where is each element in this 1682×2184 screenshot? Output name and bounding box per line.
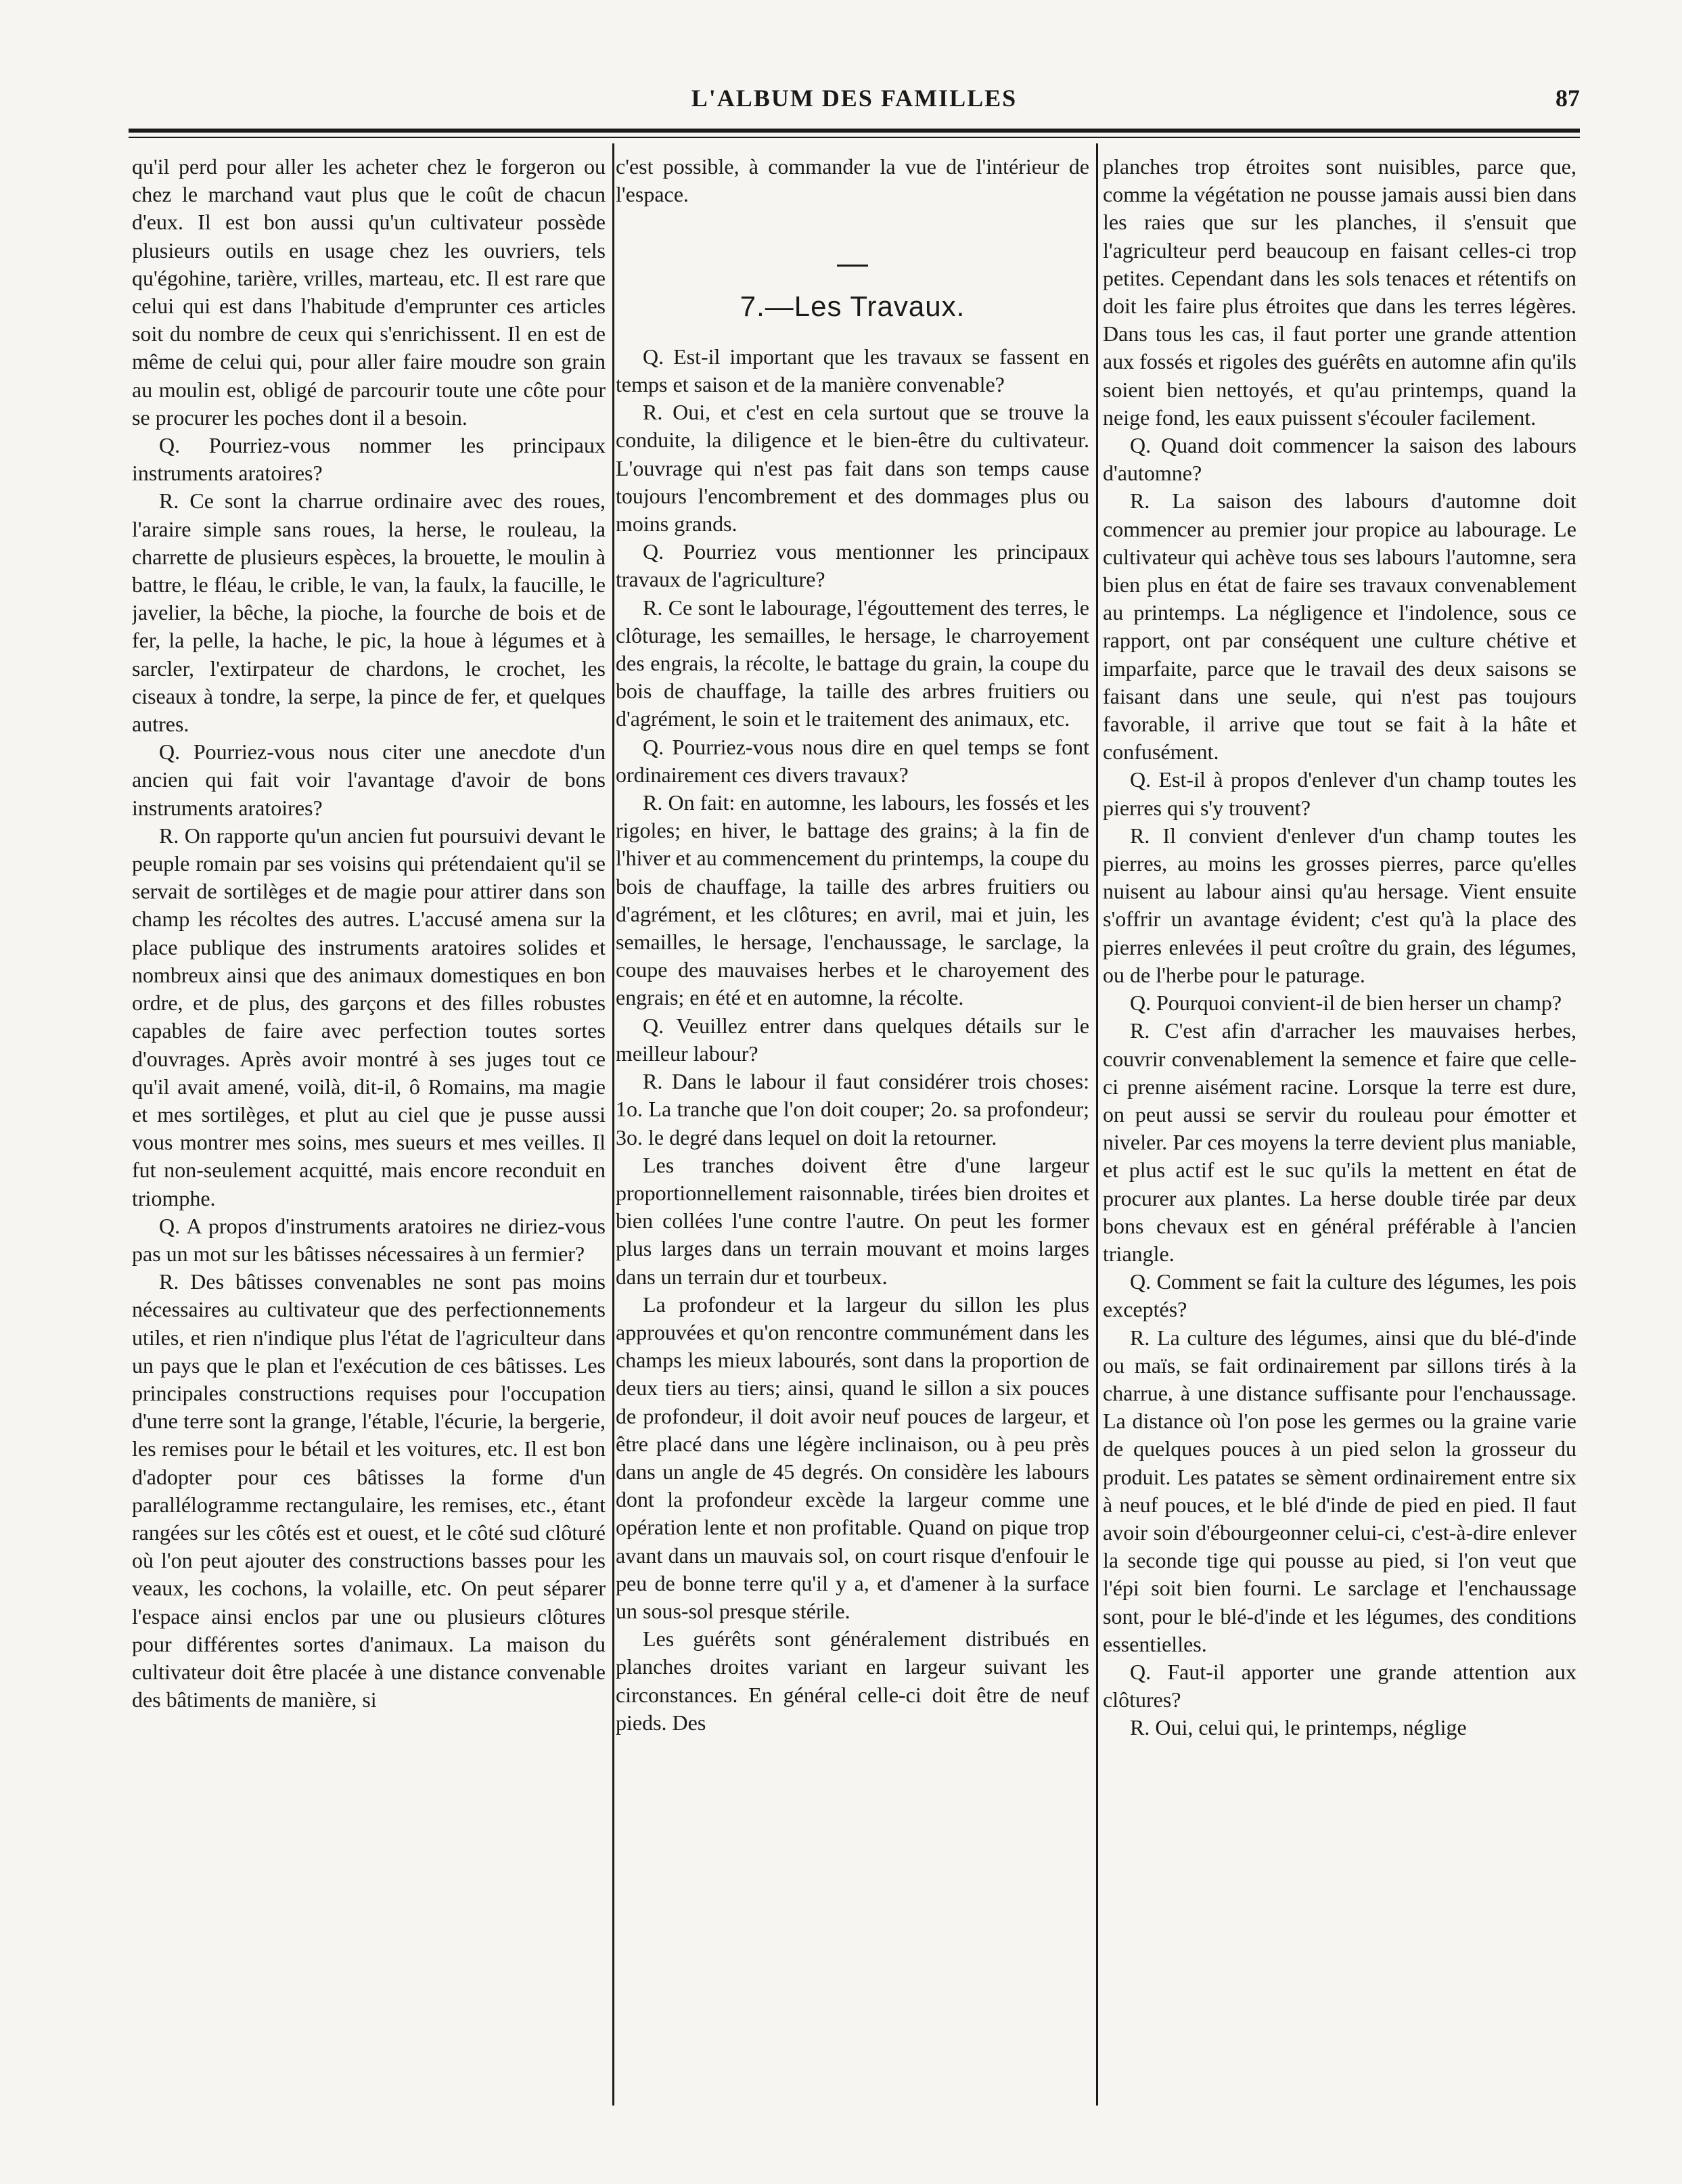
- paragraph: R. Ce sont le labourage, l'égouttement des terres, le clôturage, les semailles, le hersage, le charroyement des engrais, la récolte, le battage du grain, la coupe du bois de chauffage, la taille des arbres fruitiers ou d'agrément, le soin et le traitement des animaux, etc.: [616, 595, 1089, 731]
- section-separator: [616, 249, 1089, 277]
- paragraph: R. Des bâtisses convenables ne sont pas moins nécessaires au cultivateur que des perfectionnements utiles, et rien n'indique plus l'état de l'agriculteur dans un pays que le plan et l'exécution de ces bâtisses. Les principales constructions requises pour l'occupation d'une terre sont la grange, l'étable, l'écurie, la bergerie, les remises pour le bétail et les voitures, etc. Il est bon d'adopter pour ces bâtisses la forme d'un parallélogramme rectangulaire, les remises, etc., étant rangées sur les côtés est et ouest, et le côté sud clôturé où l'on peut ajouter des constructions basses pour les veaux, les cochons, la volaille, etc. On peut séparer l'espace ainsi enclos par une ou plusieurs clôtures pour différentes sortes d'animaux. La maison du cultivateur doit être placée à une distance convenable des bâtiments de manière, si: [132, 1269, 606, 1712]
- paragraph: R. Oui, et c'est en cela surtout que se trouve la conduite, la diligence et le bien-être du cultivateur. L'ouvrage qui n'est pas fait dans son temps cause toujours l'encombrement et des dommages plus ou moins grands.: [616, 400, 1089, 537]
- paragraph: Q. Pourriez-vous nous citer une anecdote d'un ancien qui fait voir l'avantage d'avoir de bons instruments aratoires?: [132, 740, 606, 820]
- column-divider: [1096, 143, 1098, 2106]
- paragraph: planches trop étroites sont nuisibles, parce que, comme la végétation ne pousse jamais aussi bien dans les raies que sur les planches, il s'ensuit que l'agriculteur perd beaucoup en faisant celles-ci trop petites. Cependant dans les sols tenaces et rétentifs on doit les faire plus étroites que dans les terres légères. Dans tous les cas, il faut porter une grande attention aux fossés et rigoles des guérêts en automne afin qu'ils soient bien nettoyés, et qu'au printemps, quand la neige fond, les eaux puissent s'écouler facilement.: [1103, 154, 1576, 430]
- paragraph: c'est possible, à commander la vue de l'intérieur de l'espace.: [616, 154, 1089, 207]
- paragraph: R. On fait: en automne, les labours, les fossés et les rigoles; en hiver, le battage des grains; à la fin de l'hiver et au commencement du printemps, la coupe du bois de chauffage, la taille des arbres fruitiers ou d'agrément, et les clôtures; en avril, mai et juin, les semailles, le hersage, l'enchaussage, le sarclage, la coupe des mauvaises herbes et le charoyement des engrais; en été et en automne, la récolte.: [616, 790, 1089, 1010]
- paragraph: Q. Comment se fait la culture des légumes, les pois exceptés?: [1103, 1269, 1576, 1322]
- separator-dash: [837, 265, 868, 267]
- page-number: 87: [1555, 85, 1580, 112]
- paragraph: R. Ce sont la charrue ordinaire avec des roues, l'araire simple sans roues, la herse, le rouleau, la charrette de plusieurs espèces, la brouette, le moulin à battre, le fléau, le crible, le van, la faulx, la faucille, le javelier, la bêche, la pioche, la fourche de bois et de fer, la pelle, la hache, le pic, la houe à légumes et à sarcler, l'extirpateur de chardons, le crochet, les ciseaux à tondre, la serpe, la pince de fer, et quelques autres.: [132, 488, 606, 737]
- paragraph: Q. Pourriez vous mentionner les principaux travaux de l'agriculture?: [616, 539, 1089, 592]
- paragraph: Q. Est-il important que les travaux se fassent en temps et saison et de la manière convenable?: [616, 344, 1089, 397]
- paragraph: R. La culture des légumes, ainsi que du blé-d'inde ou maïs, se fait ordinairement par sillons tirés à la charrue, à une distance suffisante pour l'enchaussage. La distance où l'on pose les germes ou la graine varie de quelques pouces à un pied selon la grosseur du produit. Les patates se sèment ordinairement entre six à neuf pouces, et le blé d'inde de pied en pied. Il faut avoir soin d'ébourgeonner celui-ci, c'est-à-dire enlever la seconde tige qui pousse au pied, si l'on veut que l'épi soit bien fourni. Le sarclage et l'enchaussage sont, pour le blé-d'inde et les légumes, des conditions essentielles.: [1103, 1325, 1576, 1656]
- paragraph: R. On rapporte qu'un ancien fut poursuivi devant le peuple romain par ses voisins qui prétendaient qu'il se servait de sortilèges et de magie pour attirer dans son champ les récoltes des autres. L'accusé amena sur la place publique des instruments aratoires solides et nombreux ainsi que des animaux domestiques en bon ordre, et de plus, des garçons et des filles robustes capables de faire avec perfection toutes sortes d'ouvrages. Après avoir montré à ses juges tout ce qu'il avait amené, voilà, dit-il, ô Romains, ma magie et mes sortilèges, et plut au ciel que je pusse aussi vous montrer mes soins, mes sueurs et mes veilles. Il fut non-seulement acquitté, mais encore reconduit en triomphe.: [132, 823, 606, 1210]
- page-header: [129, 77, 1580, 118]
- paragraph: Q. Quand doit commencer la saison des labours d'automne?: [1103, 433, 1576, 486]
- section-heading: 7.—Les Travaux.: [740, 290, 965, 322]
- page-title: L'ALBUM DES FAMILLES: [691, 85, 1018, 112]
- paragraph: qu'il perd pour aller les acheter chez le forgeron ou chez le marchand vaut plus que le coût de chacun d'eux. Il est bon aussi qu'un cultivateur possède plusieurs outils en usage chez les ouvriers, tels qu'égohine, tarière, vrilles, marteau, etc. Il est rare que celui qui est dans l'habitude d'emprunter ces articles soit du nombre de ceux qui s'enrichissent. Il en est de même de celui qui, pour aller faire moudre son grain au moulin est, obligé de parcourir toute une côte pour se procurer les poches dont il a besoin.: [132, 154, 606, 430]
- paragraph: La profondeur et la largeur du sillon les plus approuvées et qu'on rencontre communément dans les champs les mieux labourés, sont dans la proportion de deux tiers au tiers; ainsi, quand le sillon a six pouces de profondeur, il doit avoir neuf pouces de largeur, et être placé dans une légère inclinaison, ou à peu près dans un angle de 45 degrés. On considère les labours dont la profondeur excède la largeur comme une opération lente et non profitable. Quand on pique trop avant dans un mauvais sol, on court risque d'enfouir le peu de bonne terre qu'il y a, et d'amener à la surface un sous-sol presque stérile.: [616, 1292, 1089, 1623]
- header-rule-thick: [129, 129, 1580, 133]
- text-column-3: [1103, 153, 1576, 2115]
- paragraph: R. La saison des labours d'automne doit commencer au premier jour propice au labourage. Le cultivateur qui achève tous ses labours l'automne, sera bien plus en état de faire ses travaux convenablement au printemps. La négligence et l'indolence, sous ce rapport, ont par conséquent une culture chétive et imparfaite, parce que le travail des deux saisons se faisant dans une seule, qui n'est pas toujours favorable, il arrive que tout se fait à la hâte et confusément.: [1103, 488, 1576, 765]
- paragraph: Q. A propos d'instruments aratoires ne diriez-vous pas un mot sur les bâtisses nécessaires à un fermier?: [132, 1213, 606, 1266]
- paragraph: Q. Est-il à propos d'enlever d'un champ toutes les pierres qui s'y trouvent?: [1103, 767, 1576, 820]
- paragraph: R. C'est afin d'arracher les mauvaises herbes, couvrir convenablement la semence et faire que celle-ci prenne aisément racine. Lorsque la terre est dure, on peut aussi se servir du rouleau pour émotter et niveler. Par ces moyens la terre devient plus maniable, et plus actif est le suc qu'ils la mettent en état de procurer aux plantes. La herse double tirée par deux bons chevaux est en général préférable à l'ancien triangle.: [1103, 1018, 1576, 1266]
- paragraph: R. Oui, celui qui, le printemps, néglige: [1130, 1715, 1467, 1740]
- paragraph: Q. Pourriez-vous nommer les principaux instruments aratoires?: [132, 433, 606, 486]
- header-rule-thin: [129, 137, 1580, 138]
- paragraph: Les guérêts sont généralement distribués en planches droites variant en largeur suivant les circonstances. En général celle-ci doit être de neuf pieds. Des: [616, 1626, 1089, 1735]
- paragraph: R. Il convient d'enlever d'un champ toutes les pierres, au moins les grosses pierres, parce qu'elles nuisent au labour ainsi qu'au hersage. Vient ensuite s'offrir un avantage évident; c'est qu'à la place des pierres enlevées il peut croître du grain, des légumes, ou de l'herbe pour le paturage.: [1103, 823, 1576, 987]
- paragraph: Q. Veuillez entrer dans quelques détails sur le meilleur labour?: [616, 1013, 1089, 1066]
- paragraph: R. Dans le labour il faut considérer trois choses: 1o. La tranche que l'on doit couper; 2o. sa profondeur; 3o. le degré dans lequel on doit la retourner.: [616, 1069, 1089, 1150]
- text-column-1: [132, 153, 606, 2115]
- paragraph: Q. Faut-il apporter une grande attention aux clôtures?: [1103, 1659, 1576, 1712]
- paragraph: Les tranches doivent être d'une largeur proportionnellement raisonnable, tirées bien droites et bien collées l'une contre l'autre. On peut les former plus larges dans un terrain mouvant et moins larges dans un terrain dur et tourbeux.: [616, 1152, 1089, 1289]
- text-column-2: [616, 153, 1089, 2115]
- paragraph: Q. Pourriez-vous nous dire en quel temps se font ordinairement ces divers travaux?: [616, 734, 1089, 787]
- column-divider: [612, 143, 614, 2106]
- paragraph: Q. Pourquoi convient-il de bien herser un champ?: [1130, 991, 1562, 1016]
